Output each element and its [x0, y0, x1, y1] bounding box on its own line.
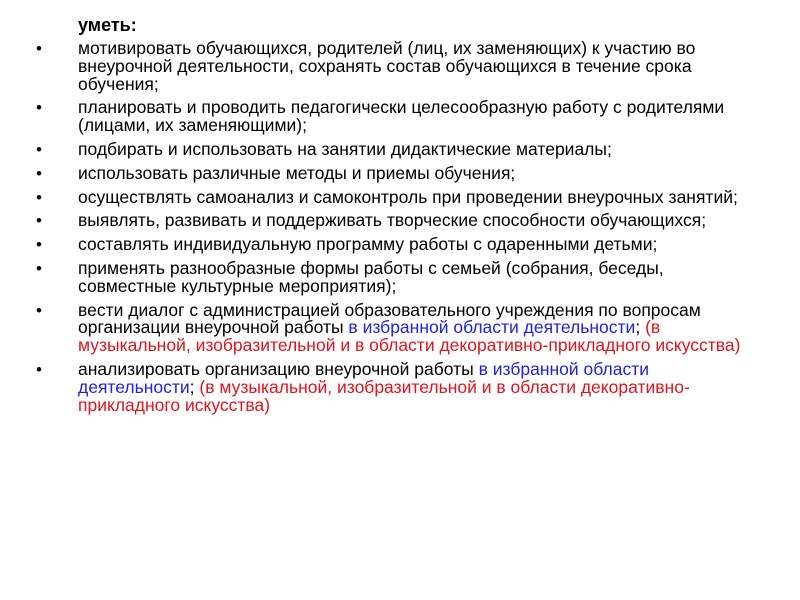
bullet-icon: • — [36, 39, 42, 58]
list-item — [0, 40, 758, 93]
list-item-text: в избранной области деятельности — [348, 317, 636, 338]
list-item-text: (в музыкальной, изобразительной и в области декоративно-прикладного искусства) — [78, 376, 690, 415]
bullet-icon: • — [36, 359, 42, 379]
list-item — [0, 186, 758, 207]
bullet-icon: • — [36, 187, 42, 207]
bullet-icon: • — [36, 139, 42, 159]
list-item-text: анализировать организацию внеурочной работы — [78, 358, 479, 379]
list-item — [0, 299, 758, 356]
list-item — [0, 212, 758, 230]
list-item-text: ; — [635, 317, 646, 338]
bullet-icon: • — [36, 98, 42, 118]
bullet-icon: • — [36, 163, 42, 183]
list-item-text: мотивировать обучающихся, родителей (лиц, их заменяющих) к участию во внеурочной деятельности, сохранять состав обучающихся в течение срока обучения; — [78, 38, 696, 94]
list-item-text: ; — [189, 376, 200, 397]
bullet-icon: • — [36, 300, 42, 320]
list-item-text: планировать и проводить педагогически целесообразную работу с родителями (лицами, их заменяющими); — [78, 97, 725, 136]
list-item — [0, 162, 758, 183]
list-item — [0, 138, 758, 159]
list-item — [0, 99, 758, 135]
list-item-text: подбирать и использовать на занятии дидактические материалы; — [78, 138, 612, 159]
list-item-text: составлять индивидуальную программу работы с одаренными детьми; — [78, 234, 658, 255]
list-item-text: применять разнообразные формы работы с семьей (собрания, беседы, совместные культурные мероприятия); — [78, 257, 664, 296]
list-item-text: осуществлять самоанализ и самоконтроль при проведении внеурочных занятий; — [78, 186, 738, 207]
list-item — [0, 236, 758, 254]
bullet-icon: • — [36, 211, 42, 231]
bullet-icon: • — [36, 235, 42, 255]
list-item-text: вести диалог с администрацией образовательного учреждения по вопросам организации внеурочной работы — [78, 299, 701, 338]
list-item-text: (в музыкальной, изобразительной и в области декоративно-прикладного искусства) — [78, 317, 741, 356]
skills-list — [0, 40, 800, 420]
list-item-text: выявлять, развивать и поддерживать творческие способности обучающихся; — [78, 210, 707, 231]
list-item — [0, 358, 758, 415]
list-item-text: использовать различные методы и приемы обучения; — [78, 162, 516, 183]
list-item — [0, 257, 758, 296]
bullet-icon: • — [36, 258, 42, 278]
slide-heading: уметь: — [78, 15, 137, 35]
list-item-text: в избранной области деятельности — [78, 358, 649, 397]
